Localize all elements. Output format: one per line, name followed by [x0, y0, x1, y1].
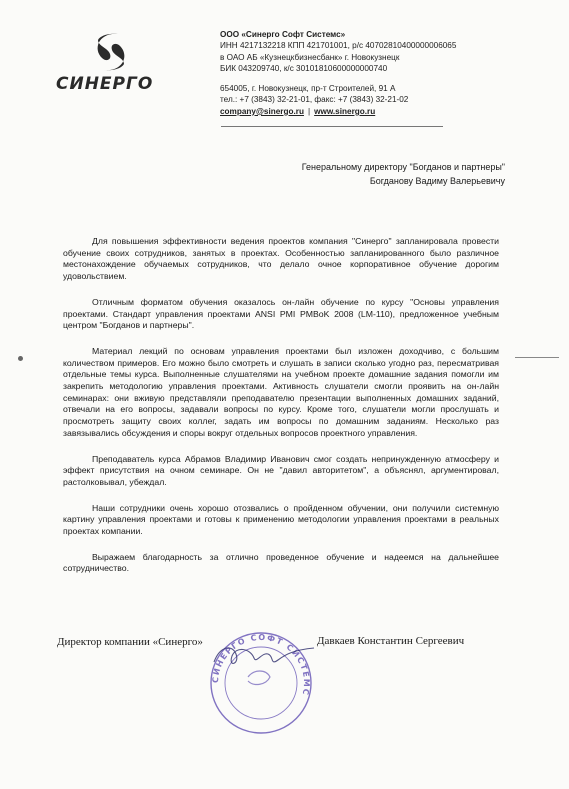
letter-body	[63, 236, 499, 589]
company-details	[220, 29, 520, 117]
signer-name: Давкаев Константин Сергеевич	[317, 635, 465, 647]
body-paragraph: Отличным форматом обучения оказалось он-лайн обучение по курсу "Основы управления проектами. Стандарт управления проектами ANSI PMI PMBoK 2008 (LM-110), предложенное учебным центром "Богданов и партнеры".	[63, 296, 499, 331]
body-paragraph: Для повышения эффективности ведения проектов компания "Синерго" запланировала провести обучение своих сотрудников, занятых в проектах. Особенностью запланированного было различное местонахождение обучаемых сотрудников, что делало очное корпоративное обучение дорогим удовольствием.	[63, 236, 499, 282]
company-detail-line: в ОАО АБ «Кузнецкбизнесбанк» г. Новокузнецк	[220, 52, 400, 62]
company-detail-line: ИНН 4217132218 КПП 421701001, р/с 40702810400000006065	[220, 41, 457, 51]
body-paragraph: Преподаватель курса Абрамов Владимир Иванович смог создать непринужденную атмосферу и эффект присутствия на очном семинаре. Он не "давил авторитетом", а объяснял, аргументировал, растолковывал, убеждал.	[63, 453, 499, 487]
logo-wordmark: СИНЕРГО	[56, 74, 154, 94]
scan-artifact-line	[515, 357, 559, 358]
company-name: ООО «Синерго Софт Системс»	[220, 30, 346, 39]
addressee-line: Генеральному директору "Богданов и партнеры"	[301, 162, 505, 172]
sinergo-logo-icon	[88, 30, 134, 74]
body-paragraph: Выражаем благодарность за отлично проведенное обучение и надеемся на дальнейшее сотрудничество.	[63, 551, 499, 574]
addressee-line: Богданову Вадиму Валерьевичу	[369, 176, 505, 186]
body-paragraph: Материал лекций по основам управления проектами был изложен доходчиво, с большим количеством примеров. Его можно было смотреть и слушать в записи сколько угодно раз, пересматривая отдельные темы курса. Выполненные слушателями на учебном проекте домашние задания помогли им закрепить методологию управления проектами. Активность слушатели смогли проявить на он-лайн семинарах: они вживую представляли преподавателю презентации выполненных домашних заданий, отвечали на его вопросы, задавали вопросы по курсу. Кроме того, слушатели могли прослушать и просмотреть защиту своих коллег, задать им вопросы по домашним заданиям. Несколько раз завязывались обсуждения и споры вокруг отдельных вопросов проектного управления.	[63, 345, 499, 438]
company-phones: тел.: +7 (3843) 32-21-01, факс: +7 (3843) 32-21-02	[220, 95, 409, 105]
letterhead-divider	[221, 126, 443, 127]
handwritten-signature	[210, 640, 320, 672]
addressee-block	[302, 160, 505, 188]
company-address: 654005, г. Новокузнецк, пр-т Строителей, 91 А	[220, 84, 396, 94]
signer-position: Директор компании «Синерго»	[57, 636, 203, 648]
body-paragraph: Наши сотрудники очень хорошо отозвались о пройденном обучении, они получили системную картину управления проектами и готовы к применению методологии управления проектами в реальных проектах компании.	[63, 502, 499, 537]
website-link[interactable]: www.sinergo.ru	[314, 106, 376, 116]
stamp-text: СИНЕРГО СОФТ СИСТЕМС	[210, 632, 312, 697]
company-detail-line: БИК 043209740, к/с 30101810600000000740	[220, 63, 388, 73]
contact-separator: |	[307, 106, 311, 116]
scan-artifact-mark	[18, 356, 23, 361]
email-link[interactable]: company@sinergo.ru	[220, 106, 304, 116]
company-contacts	[220, 106, 520, 117]
company-logo	[56, 30, 168, 100]
